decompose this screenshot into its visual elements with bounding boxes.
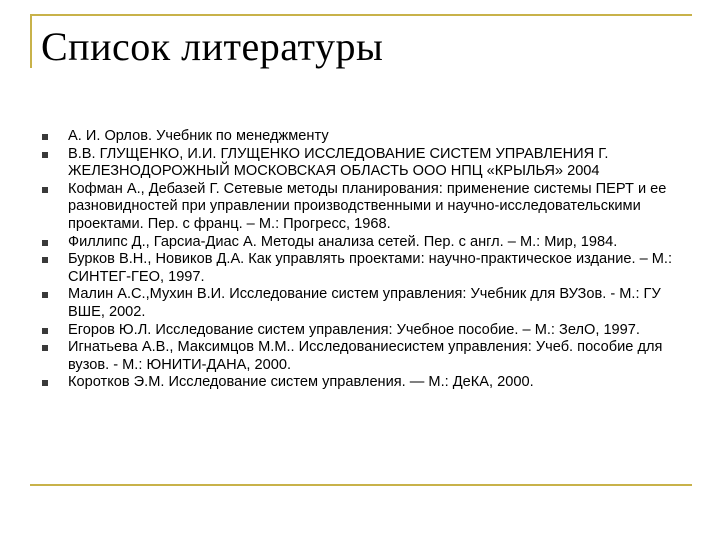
square-bullet-icon [42,152,48,158]
reference-item [42,234,690,252]
reference-text: Игнатьева А.В., Максимцов М.М.. Исследованиесистем управления: Учеб. пособие для вузов. - М.: ЮНИТИ-ДАНА, 2000. [68,339,663,373]
reference-list [42,128,690,392]
reference-item [42,374,690,392]
reference-text: Егоров Ю.Л. Исследование систем управления: Учебное пособие. – М.: ЗелО, 1997. [68,321,640,338]
reference-text: Коротков Э.М. Исследование систем управления. — М.: ДеКА, 2000. [68,374,534,391]
reference-item [42,322,690,340]
square-bullet-icon [42,345,48,351]
reference-text: Филлипс Д., Гарсиа-Диас А. Методы анализа сетей. Пер. с англ. – М.: Мир, 1984. [68,233,618,250]
square-bullet-icon [42,240,48,246]
square-bullet-icon [42,292,48,298]
square-bullet-icon [42,187,48,193]
reference-text: А. И. Орлов. Учебник по менеджменту [68,128,329,144]
square-bullet-icon [42,134,48,140]
frame-top-line [30,14,692,16]
square-bullet-icon [42,328,48,334]
reference-item [42,251,690,286]
reference-text: В.В. ГЛУЩЕНКО, И.И. ГЛУЩЕНКО ИССЛЕДОВАНИЕ СИСТЕМ УПРАВЛЕНИЯ Г. ЖЕЛЕЗНОДОРОЖНЫЙ МОСКОВСКАЯ ОБЛАСТЬ ООО НПЦ «КРЫЛЬЯ» 2004 [68,145,609,180]
reference-text: Малин А.С.,Мухин В.И. Исследование систем управления: Учебник для ВУЗов. - М.: ГУ ВШЕ, 2002. [68,286,661,320]
frame-left-line [30,14,32,68]
square-bullet-icon [42,257,48,263]
reference-item [42,128,690,146]
frame-bottom-line [30,484,692,486]
reference-item [42,181,690,234]
reference-item [42,286,690,321]
slide-title: Список литературы [41,24,384,69]
square-bullet-icon [42,380,48,386]
reference-text: Кофман А., Дебазей Г. Сетевые методы планирования: применение системы ПЕРТ и ее разновидностей при управлении производственными и научно-исследовательскими проектами. Пер. с франц. – М.: Прогресс, 1968. [68,180,667,232]
reference-text: Бурков В.Н., Новиков Д.А. Как управлять проектами: научно-практическое издание. – М.: СИНТЕГ-ГЕО, 1997. [68,251,673,285]
reference-item [42,339,690,374]
reference-item [42,146,690,181]
